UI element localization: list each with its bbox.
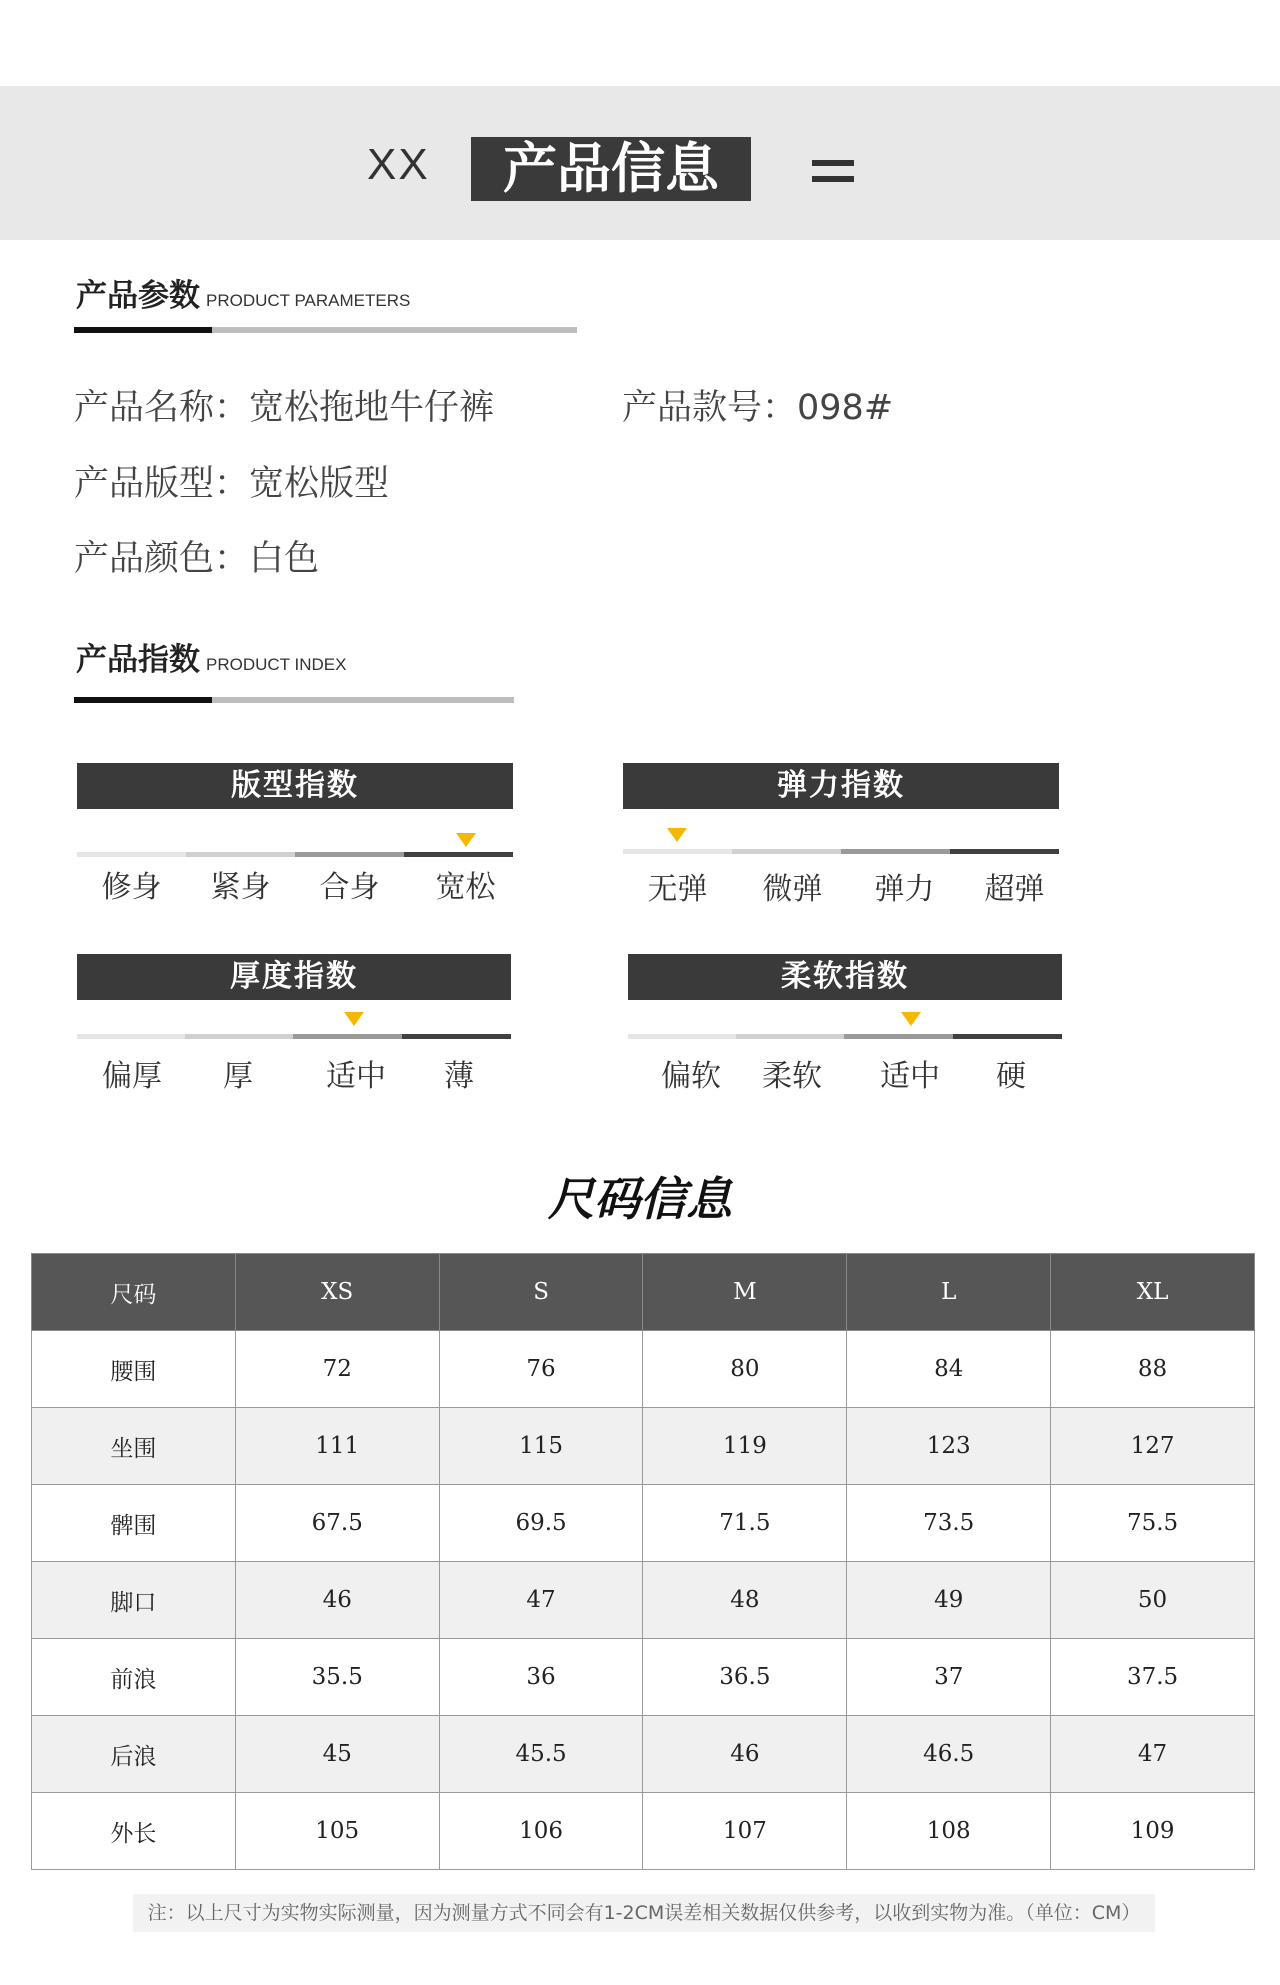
- size-table-cell: 37: [847, 1639, 1051, 1716]
- index-segment: [402, 1034, 511, 1039]
- param-label: 产品名称：: [74, 388, 250, 428]
- size-table-header: XS: [235, 1254, 439, 1331]
- index-option: 弹力: [874, 872, 935, 907]
- index-section-heading: [76, 634, 346, 679]
- size-table-cell: 106: [439, 1793, 643, 1870]
- index-segment: [293, 1034, 402, 1039]
- index-option: 厚: [223, 1059, 253, 1094]
- size-table-cell: 88: [1051, 1331, 1255, 1408]
- size-table-cell: 前浪: [32, 1639, 236, 1716]
- index-title: 弹力指数: [623, 763, 1059, 809]
- size-table-cell: 坐围: [32, 1408, 236, 1485]
- param-product-fit: [74, 456, 389, 506]
- size-table-cell: 71.5: [643, 1485, 847, 1562]
- index-title: 版型指数: [77, 763, 513, 809]
- index-option: 偏厚: [102, 1059, 162, 1094]
- index-thickness-marker-icon: [344, 1012, 364, 1026]
- params-section-title: 产品参数: [76, 278, 200, 314]
- size-table-cell: 75.5: [1051, 1485, 1255, 1562]
- index-elasticity: [623, 763, 1059, 809]
- size-table-cell: 46: [235, 1562, 439, 1639]
- index-option: 适中: [326, 1059, 386, 1094]
- index-option: 偏软: [661, 1059, 721, 1094]
- size-table-cell: 脚口: [32, 1562, 236, 1639]
- index-segment: [950, 849, 1059, 854]
- param-value: 白色: [249, 539, 320, 579]
- param-value: 098#: [797, 388, 894, 428]
- size-table-header: L: [847, 1254, 1051, 1331]
- size-table-cell: 45.5: [439, 1716, 643, 1793]
- index-segment: [77, 1034, 185, 1039]
- param-value: 宽松拖地牛仔裤: [249, 388, 495, 428]
- index-segment: [404, 852, 513, 857]
- param-label: 产品版型：: [74, 464, 250, 504]
- size-note-box: [133, 1894, 1155, 1932]
- params-divider-accent: [74, 327, 212, 333]
- size-table-cell: 108: [847, 1793, 1051, 1870]
- size-table-cell: 123: [847, 1408, 1051, 1485]
- index-segment: [736, 1034, 844, 1039]
- header-title: 产品信息: [471, 137, 751, 201]
- table-row: [32, 1639, 1255, 1716]
- index-option: 无弹: [647, 872, 708, 907]
- size-table-cell: 髀围: [32, 1485, 236, 1562]
- params-section-subtitle: PRODUCT PARAMETERS: [206, 291, 411, 310]
- size-table-cell: 119: [643, 1408, 847, 1485]
- index-segment: [953, 1034, 1062, 1039]
- size-table-header: S: [439, 1254, 643, 1331]
- size-table-cell: 84: [847, 1331, 1051, 1408]
- size-table-cell: 49: [847, 1562, 1051, 1639]
- index-option: 超弹: [984, 872, 1045, 907]
- size-table-header: M: [643, 1254, 847, 1331]
- index-segment: [77, 852, 186, 857]
- size-table-cell: 111: [235, 1408, 439, 1485]
- table-row: [32, 1793, 1255, 1870]
- size-table-cell: 69.5: [439, 1485, 643, 1562]
- size-table-cell: 73.5: [847, 1485, 1051, 1562]
- size-table-cell: 后浪: [32, 1716, 236, 1793]
- param-label: 产品颜色：: [74, 539, 250, 579]
- size-table-cell: 35.5: [235, 1639, 439, 1716]
- size-table-cell: 127: [1051, 1408, 1255, 1485]
- size-table-cell: 45: [235, 1716, 439, 1793]
- params-section-heading: [76, 270, 410, 315]
- param-label: 产品款号：: [622, 388, 798, 428]
- table-row: [32, 1485, 1255, 1562]
- size-note: 注：以上尺寸为实物实际测量，因为测量方式不同会有1-2CM误差相关数据仅供参考，以收到实物为准。（单位：CM）: [147, 1902, 1141, 1924]
- index-option: 硬: [996, 1059, 1026, 1094]
- index-segment: [841, 849, 950, 854]
- size-table-cell: 80: [643, 1331, 847, 1408]
- index-title: 柔软指数: [628, 954, 1062, 1000]
- table-row: [32, 1716, 1255, 1793]
- table-row: [32, 1562, 1255, 1639]
- header-brand-text: XX: [367, 140, 430, 189]
- size-table-cell: 46.5: [847, 1716, 1051, 1793]
- index-option: 微弹: [762, 872, 823, 907]
- index-section-subtitle: PRODUCT INDEX: [206, 655, 347, 674]
- size-table-cell: 48: [643, 1562, 847, 1639]
- size-table-cell: 37.5: [1051, 1639, 1255, 1716]
- size-table-cell: 109: [1051, 1793, 1255, 1870]
- index-divider-accent: [74, 697, 212, 703]
- param-product-color: [74, 531, 319, 581]
- index-option: 紧身: [210, 870, 271, 905]
- index-title: 厚度指数: [77, 954, 511, 1000]
- size-table-header: XL: [1051, 1254, 1255, 1331]
- index-option: 适中: [880, 1059, 940, 1094]
- size-table-cell: 36.5: [643, 1639, 847, 1716]
- index-fit-marker-icon: [456, 833, 476, 847]
- index-segment: [732, 849, 841, 854]
- size-table-cell: 47: [1051, 1716, 1255, 1793]
- index-option: 薄: [444, 1059, 474, 1094]
- size-table-cell: 72: [235, 1331, 439, 1408]
- index-segment: [186, 852, 295, 857]
- size-table-cell: 47: [439, 1562, 643, 1639]
- param-value: 宽松版型: [249, 464, 390, 504]
- size-table-cell: 105: [235, 1793, 439, 1870]
- index-segment: [295, 852, 404, 857]
- size-section-title: 尺码信息: [548, 1172, 732, 1226]
- index-fit: [77, 763, 513, 809]
- size-table-cell: 76: [439, 1331, 643, 1408]
- table-row: [32, 1408, 1255, 1485]
- index-segment: [628, 1034, 736, 1039]
- index-segment: [623, 849, 732, 854]
- index-option: 宽松: [435, 870, 496, 905]
- index-segment: [844, 1034, 953, 1039]
- size-table-cell: 50: [1051, 1562, 1255, 1639]
- param-product-code: [622, 380, 893, 430]
- size-table-cell: 107: [643, 1793, 847, 1870]
- table-row: [32, 1331, 1255, 1408]
- size-table-cell: 外长: [32, 1793, 236, 1870]
- index-thickness: [77, 954, 511, 1000]
- index-option: 柔软: [762, 1059, 822, 1094]
- param-product-name: [74, 380, 494, 430]
- size-table-cell: 46: [643, 1716, 847, 1793]
- index-option: 修身: [101, 870, 162, 905]
- size-table-cell: 36: [439, 1639, 643, 1716]
- index-softness: [628, 954, 1062, 1000]
- size-table-header: 尺码: [32, 1254, 236, 1331]
- size-table-cell: 腰围: [32, 1331, 236, 1408]
- size-table-header-row: [32, 1254, 1255, 1331]
- index-option: 合身: [319, 870, 380, 905]
- menu-icon: [812, 160, 854, 192]
- size-table-cell: 115: [439, 1408, 643, 1485]
- index-section-title: 产品指数: [76, 642, 200, 678]
- index-elasticity-marker-icon: [667, 828, 687, 842]
- size-table-cell: 67.5: [235, 1485, 439, 1562]
- size-table: [31, 1253, 1255, 1870]
- index-softness-marker-icon: [901, 1012, 921, 1026]
- index-segment: [185, 1034, 293, 1039]
